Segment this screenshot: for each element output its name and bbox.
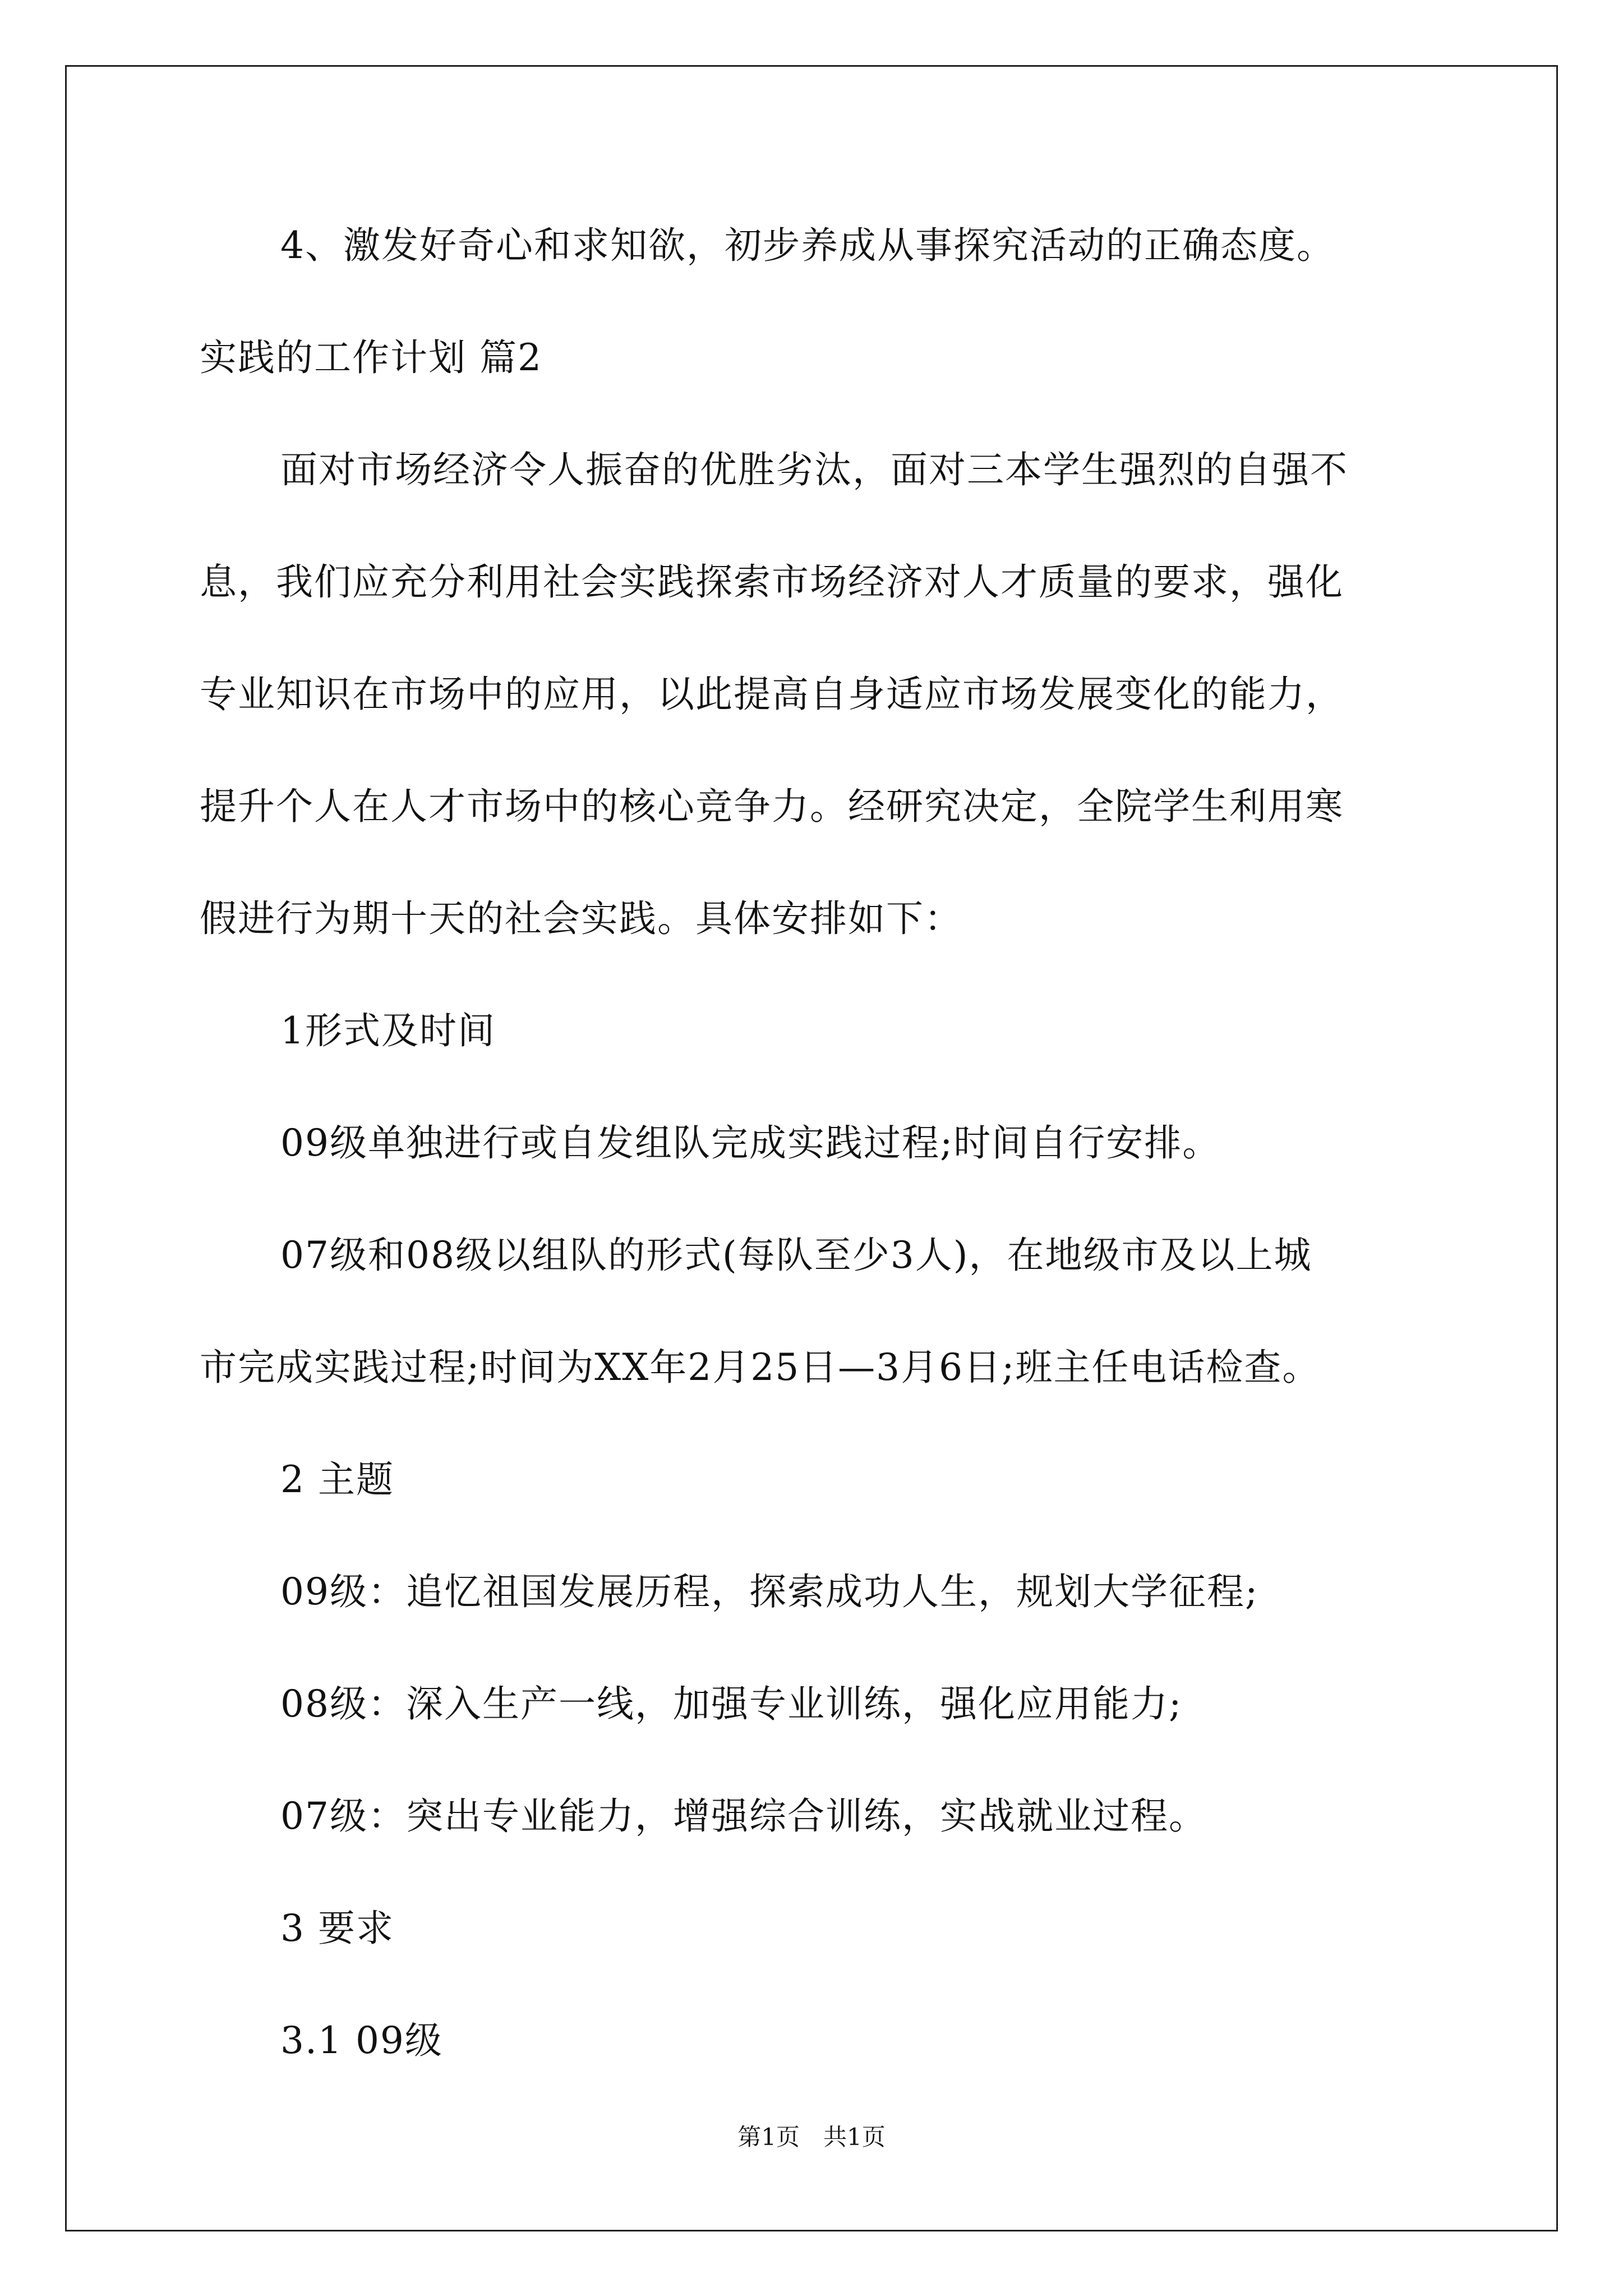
subsection-heading: 3.1 09级 — [280, 2019, 443, 2062]
text-line: 4、激发好奇心和求知欲，初步养成从事探究活动的正确态度。 — [280, 224, 1335, 267]
text-line: 09级单独进行或自发组队完成实践过程;时间自行安排。 — [280, 1121, 1221, 1165]
text-line: 09级：追忆祖国发展历程，探索成功人生，规划大学征程; — [280, 1570, 1259, 1613]
page-footer: 第1页 共1页 — [737, 2123, 886, 2151]
text-line: 提升个人在人才市场中的核心竞争力。经研究决定，全院学生利用寒 — [200, 785, 1344, 828]
text-line: 07级：突出专业能力，增强综合训练，实战就业过程。 — [280, 1795, 1207, 1838]
section-heading: 实践的工作计划 篇2 — [200, 336, 542, 379]
text-line: 市完成实践过程;时间为XX年2月25日—3月6日;班主任电话检查。 — [200, 1346, 1321, 1389]
text-line: 07级和08级以组队的形式(每队至少3人)，在地级市及以上城 — [280, 1234, 1312, 1277]
text-line: 08级：深入生产一线，加强专业训练，强化应用能力; — [280, 1682, 1183, 1726]
subsection-heading: 1形式及时间 — [280, 1009, 496, 1052]
subsection-heading: 3 要求 — [280, 1907, 394, 1950]
text-line: 假进行为期十天的社会实践。具体安排如下： — [200, 897, 962, 940]
subsection-heading: 2 主题 — [280, 1458, 394, 1501]
text-line: 专业知识在市场中的应用，以此提高自身适应市场发展变化的能力， — [200, 673, 1344, 716]
text-line: 面对市场经济令人振奋的优胜劣汰，面对三本学生强烈的自强不 — [280, 448, 1348, 491]
text-line: 息，我们应充分利用社会实践探索市场经济对人才质量的要求，强化 — [200, 560, 1344, 604]
